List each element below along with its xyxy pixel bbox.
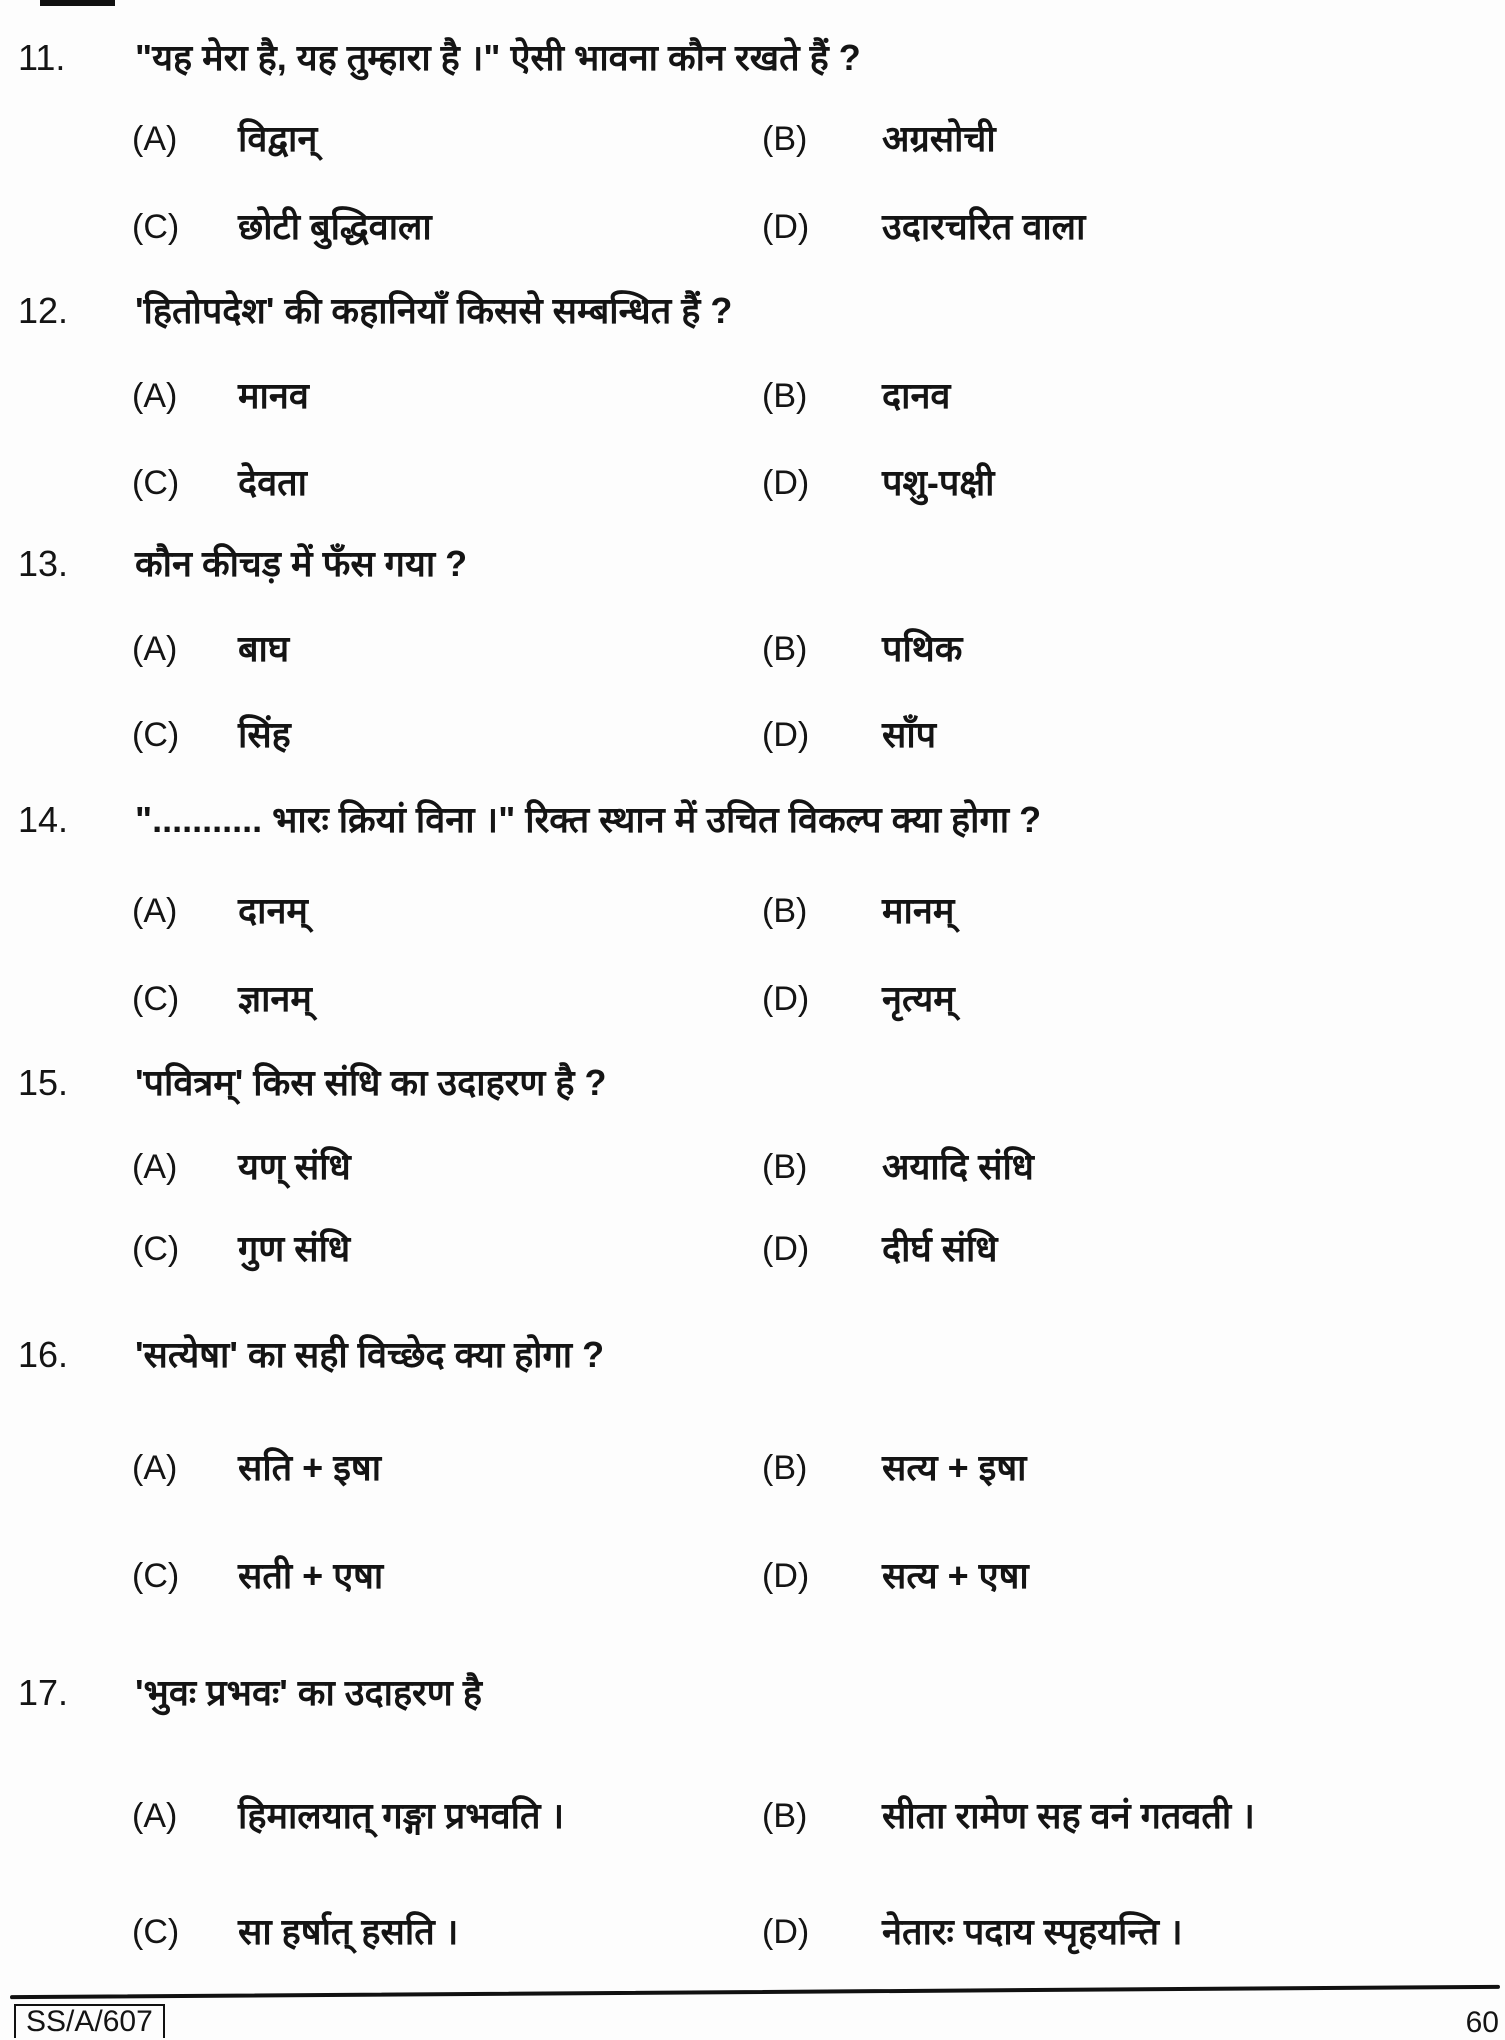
option-label: (D) xyxy=(762,1913,810,1951)
option-label: (D) xyxy=(762,464,810,502)
option-label: (C) xyxy=(132,980,180,1018)
option-label: (D) xyxy=(762,1557,810,1595)
option-label: (D) xyxy=(762,208,810,246)
option-label: (A) xyxy=(132,377,178,415)
option-text: सिंह xyxy=(238,714,291,755)
option-text: अग्रसोची xyxy=(882,118,996,159)
option-label: (A) xyxy=(132,120,178,158)
option-label: (C) xyxy=(132,208,180,246)
footer-rule xyxy=(10,1985,1500,1999)
option-label: (B) xyxy=(762,1449,808,1487)
option-label: (D) xyxy=(762,716,810,754)
option-label: (A) xyxy=(132,1449,178,1487)
question-number: 12. xyxy=(18,290,69,331)
page-number: 60 xyxy=(1465,2006,1499,2039)
top-edge-mark xyxy=(40,0,115,6)
option-label: (C) xyxy=(132,716,180,754)
option-label: (B) xyxy=(762,892,808,930)
option-label: (D) xyxy=(762,980,810,1018)
option-text: सत्य + इषा xyxy=(882,1447,1027,1488)
option-label: (C) xyxy=(132,1913,180,1951)
option-text: नेतारः पदाय स्पृहयन्ति । xyxy=(882,1911,1183,1952)
option-label: (C) xyxy=(132,1557,180,1595)
question-text: कौन कीचड़ में फँस गया ? xyxy=(135,543,468,584)
option-text: छोटी बुद्धिवाला xyxy=(238,206,432,247)
option-text: पशु-पक्षी xyxy=(882,462,995,503)
option-label: (C) xyxy=(132,464,180,502)
option-text: मानम् xyxy=(882,890,955,931)
option-text: सति + इषा xyxy=(238,1447,382,1488)
option-text: दानव xyxy=(882,375,951,416)
option-label: (A) xyxy=(132,630,178,668)
option-text: मानव xyxy=(238,375,309,416)
option-text: सती + एषा xyxy=(238,1555,384,1596)
question-number: 11. xyxy=(18,37,66,78)
option-text: गुण संधि xyxy=(238,1228,351,1269)
option-text: बाघ xyxy=(238,628,290,669)
option-text: पथिक xyxy=(882,628,963,669)
option-label: (D) xyxy=(762,1230,810,1268)
question-number: 16. xyxy=(18,1334,69,1375)
question-text: "........... भारः क्रियां विना ।" रिक्त स्थान में उचित विकल्प क्या होगा ? xyxy=(135,799,1042,840)
paper-code: SS/A/607 xyxy=(14,2004,165,2038)
question-number: 14. xyxy=(18,799,69,840)
option-label: (A) xyxy=(132,1797,178,1835)
option-label: (B) xyxy=(762,120,808,158)
question-text: "यह मेरा है, यह तुम्हारा है ।" ऐसी भावना कौन रखते हैं ? xyxy=(135,37,861,78)
option-label: (C) xyxy=(132,1230,180,1268)
option-text: दीर्घ संधि xyxy=(882,1228,998,1269)
question-number: 13. xyxy=(18,543,69,584)
option-text: हिमालयात् गङ्गा प्रभवति । xyxy=(238,1795,565,1836)
question-number: 15. xyxy=(18,1062,69,1103)
option-text: दानम् xyxy=(238,890,308,931)
option-label: (A) xyxy=(132,892,178,930)
question-text: 'पवित्रम्' किस संधि का उदाहरण है ? xyxy=(135,1062,607,1103)
option-label: (B) xyxy=(762,1148,808,1186)
option-text: ज्ञानम् xyxy=(238,978,312,1019)
question-number: 17. xyxy=(18,1672,69,1713)
option-label: (A) xyxy=(132,1148,178,1186)
option-label: (B) xyxy=(762,1797,808,1835)
option-label: (B) xyxy=(762,630,808,668)
option-text: विद्वान् xyxy=(238,118,318,159)
option-text: साँप xyxy=(882,714,937,755)
option-text: नृत्यम् xyxy=(882,978,955,1019)
option-text: अयादि संधि xyxy=(882,1146,1034,1187)
option-text: सत्य + एषा xyxy=(882,1555,1029,1596)
question-text: 'हितोपदेश' की कहानियाँ किससे सम्बन्धित हैं ? xyxy=(135,290,733,331)
option-text: सा हर्षात् हसति । xyxy=(238,1911,459,1952)
question-text: 'भुवः प्रभवः' का उदाहरण है xyxy=(135,1672,482,1713)
option-text: सीता रामेण सह वनं गतवती । xyxy=(882,1795,1255,1836)
question-text: 'सत्येषा' का सही विच्छेद क्या होगा ? xyxy=(135,1334,605,1375)
option-text: उदारचरित वाला xyxy=(882,206,1086,247)
option-label: (B) xyxy=(762,377,808,415)
option-text: यण् संधि xyxy=(238,1146,351,1187)
option-text: देवता xyxy=(238,462,307,503)
